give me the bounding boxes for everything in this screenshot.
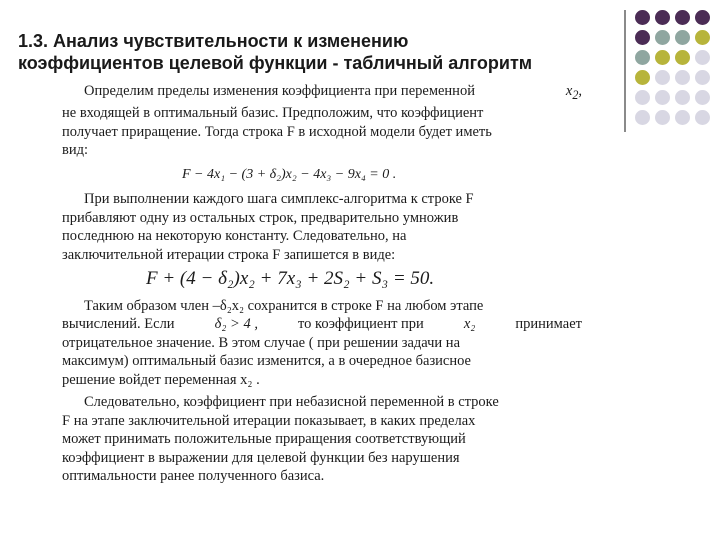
p2-line-4: заключительной итерации строка F запишется в виде: (62, 246, 396, 263)
decorative-dot (695, 90, 710, 105)
decorative-dot (655, 50, 670, 65)
p1-line-3 (62, 123, 582, 142)
decorative-dot (675, 50, 690, 65)
decorative-dot (675, 30, 690, 45)
p4-line-3: может принимать положительные приращения соответствующий (62, 431, 466, 448)
decorative-dot (675, 90, 690, 105)
scanned-text-block (62, 82, 582, 527)
title-line-2: коэффициентов целевой функции - табличный алгоритм (18, 53, 533, 73)
decorative-dot-grid (635, 10, 711, 126)
paragraph-2 (62, 190, 582, 264)
paragraph-3 (62, 297, 582, 390)
title-line-1: 1.3. Анализ чувствительности к изменению (18, 31, 409, 51)
decorative-dot (655, 110, 670, 125)
p3-line-2-c: принимает (515, 316, 582, 333)
formula-final-row: F + (4 − δ₂)x₂ + 7x₃ + 2S₂ + S₃ = 50. (146, 268, 435, 290)
decorative-dot (655, 70, 670, 85)
decorative-dot (655, 10, 670, 25)
decorative-dot (635, 110, 650, 125)
decorative-dot (675, 10, 690, 25)
p3-var: x₂ (463, 316, 476, 333)
decorative-dot (635, 30, 650, 45)
decorative-dot (635, 90, 650, 105)
decorative-dot (695, 10, 710, 25)
p3-condition: δ₂ > 4 , (214, 316, 258, 333)
p1-line-2-text: не входящей в оптимальный базис. Предположим, что коэффициент (62, 105, 484, 122)
vertical-divider (624, 10, 626, 132)
p3-line-2-a: вычислений. Если (62, 316, 175, 333)
decorative-dot (675, 110, 690, 125)
decorative-dot (635, 10, 650, 25)
p1-line-2 (62, 104, 582, 123)
p1-line-1: Определим пределы изменения коэффициента при переменной (84, 83, 475, 99)
p2-line-2: прибавляют одну из остальных строк, предварительно умножив (62, 209, 459, 226)
p1-line-4: вид: (62, 142, 89, 159)
p3-line-2-b: то коэффициент при (298, 316, 424, 333)
paragraph-1 (62, 82, 582, 160)
decorative-dot (695, 110, 710, 125)
decorative-dot (695, 30, 710, 45)
decorative-dot (695, 50, 710, 65)
p4-line-1: Следовательно, коэффициент при небазисной переменной в строке (84, 394, 499, 411)
p4-line-5: оптимальности ранее полученного базиса. (62, 468, 325, 485)
p2-line-1: При выполнении каждого шага симплекс-алгоритма к строке F (84, 191, 474, 208)
decorative-dot (675, 70, 690, 85)
decorative-dot (655, 30, 670, 45)
decorative-dot (655, 90, 670, 105)
decorative-dot (695, 70, 710, 85)
p3-line-1: Таким образом член –δ₂x₂ сохранится в строке F на любом этапе (84, 297, 484, 314)
paragraph-4 (62, 393, 582, 486)
p1-comma: , (578, 83, 582, 99)
var-sub: 2 (572, 87, 579, 102)
var-x: x (565, 83, 573, 99)
decorative-dot (635, 70, 650, 85)
p2-line-3: последнюю на некоторую константу. Следовательно, на (62, 228, 407, 245)
p3-line-3: отрицательное значение. В этом случае ( при решении задачи на (62, 334, 461, 351)
slide-title (18, 30, 618, 74)
formula-initial-row: F − 4x₁ − (3 + δ₂)x₂ − 4x₃ − 9x₄ = 0 . (182, 166, 397, 182)
p3-line-2 (62, 315, 582, 334)
p3-line-4: максимум) оптимальный базис изменится, а в очередное базисное (62, 353, 471, 370)
p1-line-3-text: получает приращение. Тогда строка F в исходной модели будет иметь (62, 123, 492, 140)
p3-line-5: решение войдет переменная x₂ . (62, 371, 260, 388)
decorative-dot (635, 50, 650, 65)
p4-line-4: коэффициент в выражении для целевой функции без нарушения (62, 449, 460, 466)
p4-line-2: F на этапе заключительной итерации показывает, в каких пределах (62, 412, 476, 429)
